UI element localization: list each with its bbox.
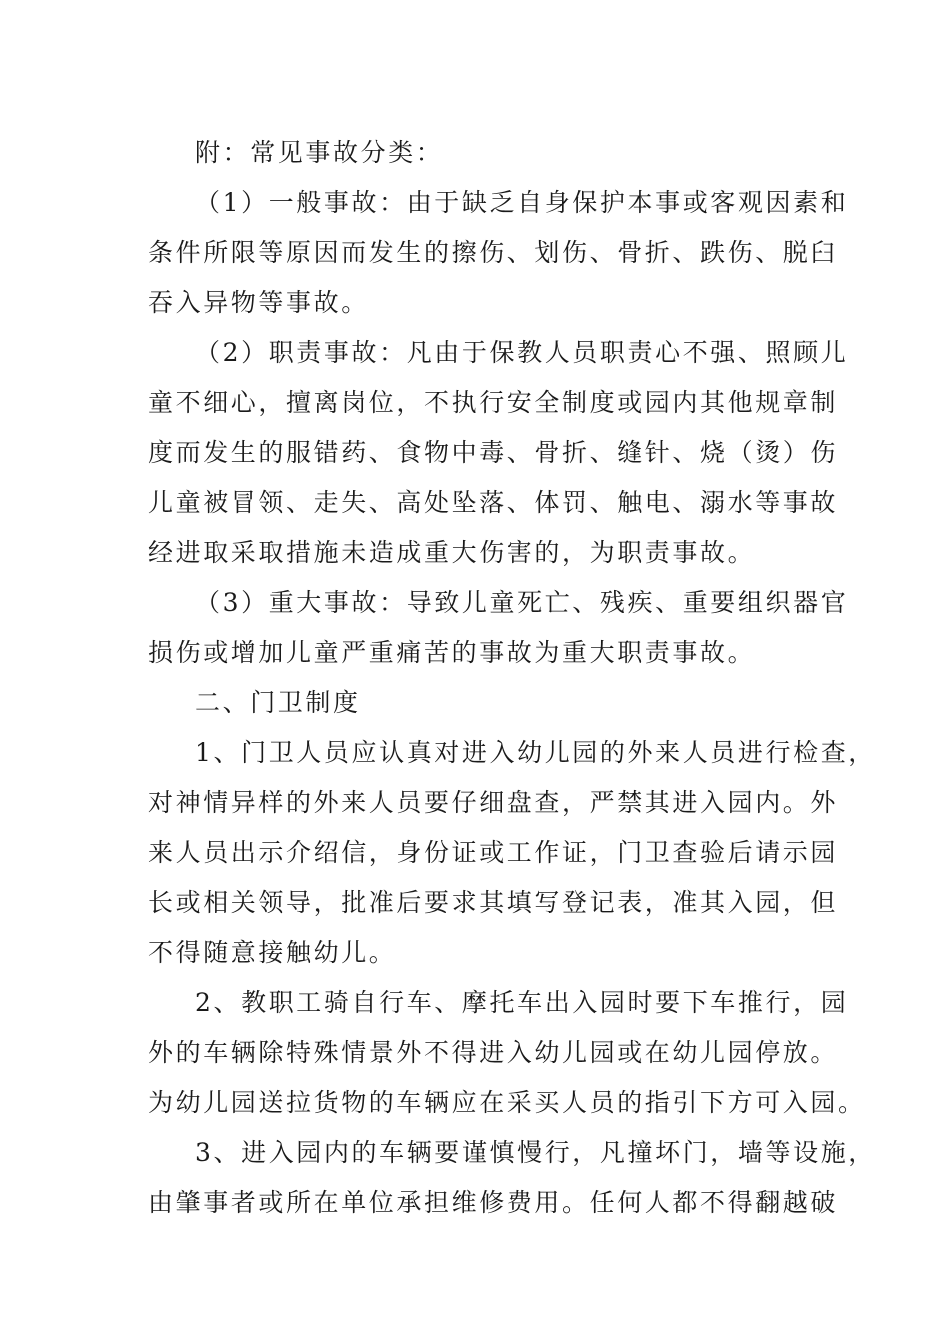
paragraph-line: 为幼儿园送拉货物的车辆应在采买人员的指引下方可入园。 <box>148 1088 866 1117</box>
paragraph-line: （1）一般事故：由于缺乏自身保护本事或客观因素和 <box>195 188 849 217</box>
appendix-heading: 附：常见事故分类： <box>195 138 444 167</box>
paragraph-line: （3）重大事故：导致儿童死亡、残疾、重要组织器官 <box>195 588 849 617</box>
paragraph-line: 长或相关领导，批准后要求其填写登记表，准其入园，但 <box>148 888 839 917</box>
paragraph-line: 童不细心，擅离岗位，不执行安全制度或园内其他规章制 <box>148 388 839 417</box>
paragraph-line: 吞入异物等事故。 <box>148 288 369 317</box>
paragraph-line: 不得随意接触幼儿。 <box>148 938 397 967</box>
paragraph-line: 1、门卫人员应认真对进入幼儿园的外来人员进行检查， <box>195 738 876 767</box>
paragraph-line: 2、教职工骑自行车、摩托车出入园时要下车推行，园 <box>195 988 849 1017</box>
paragraph-line: 损伤或增加儿童严重痛苦的事故为重大职责事故。 <box>148 638 756 667</box>
paragraph-line: （2）职责事故：凡由于保教人员职责心不强、照顾儿 <box>195 338 849 367</box>
paragraph-line: 度而发生的服错药、食物中毒、骨折、缝针、烧（烫）伤 <box>148 438 839 467</box>
paragraph-line: 外的车辆除特殊情景外不得进入幼儿园或在幼儿园停放。 <box>148 1038 839 1067</box>
paragraph-line: 来人员出示介绍信，身份证或工作证，门卫查验后请示园 <box>148 838 839 867</box>
paragraph-line: 由肇事者或所在单位承担维修费用。任何人都不得翻越破 <box>148 1188 839 1217</box>
paragraph-line: 条件所限等原因而发生的擦伤、划伤、骨折、跌伤、脱臼 <box>148 238 839 267</box>
paragraph-line: 儿童被冒领、走失、高处坠落、体罚、触电、溺水等事故 <box>148 488 839 517</box>
section-heading: 二、门卫制度 <box>195 688 361 717</box>
paragraph-line: 对神情异样的外来人员要仔细盘查，严禁其进入园内。外 <box>148 788 839 817</box>
paragraph-line: 3、进入园内的车辆要谨慎慢行，凡撞坏门，墙等设施， <box>195 1138 876 1167</box>
paragraph-line: 经进取采取措施未造成重大伤害的，为职责事故。 <box>148 538 756 567</box>
